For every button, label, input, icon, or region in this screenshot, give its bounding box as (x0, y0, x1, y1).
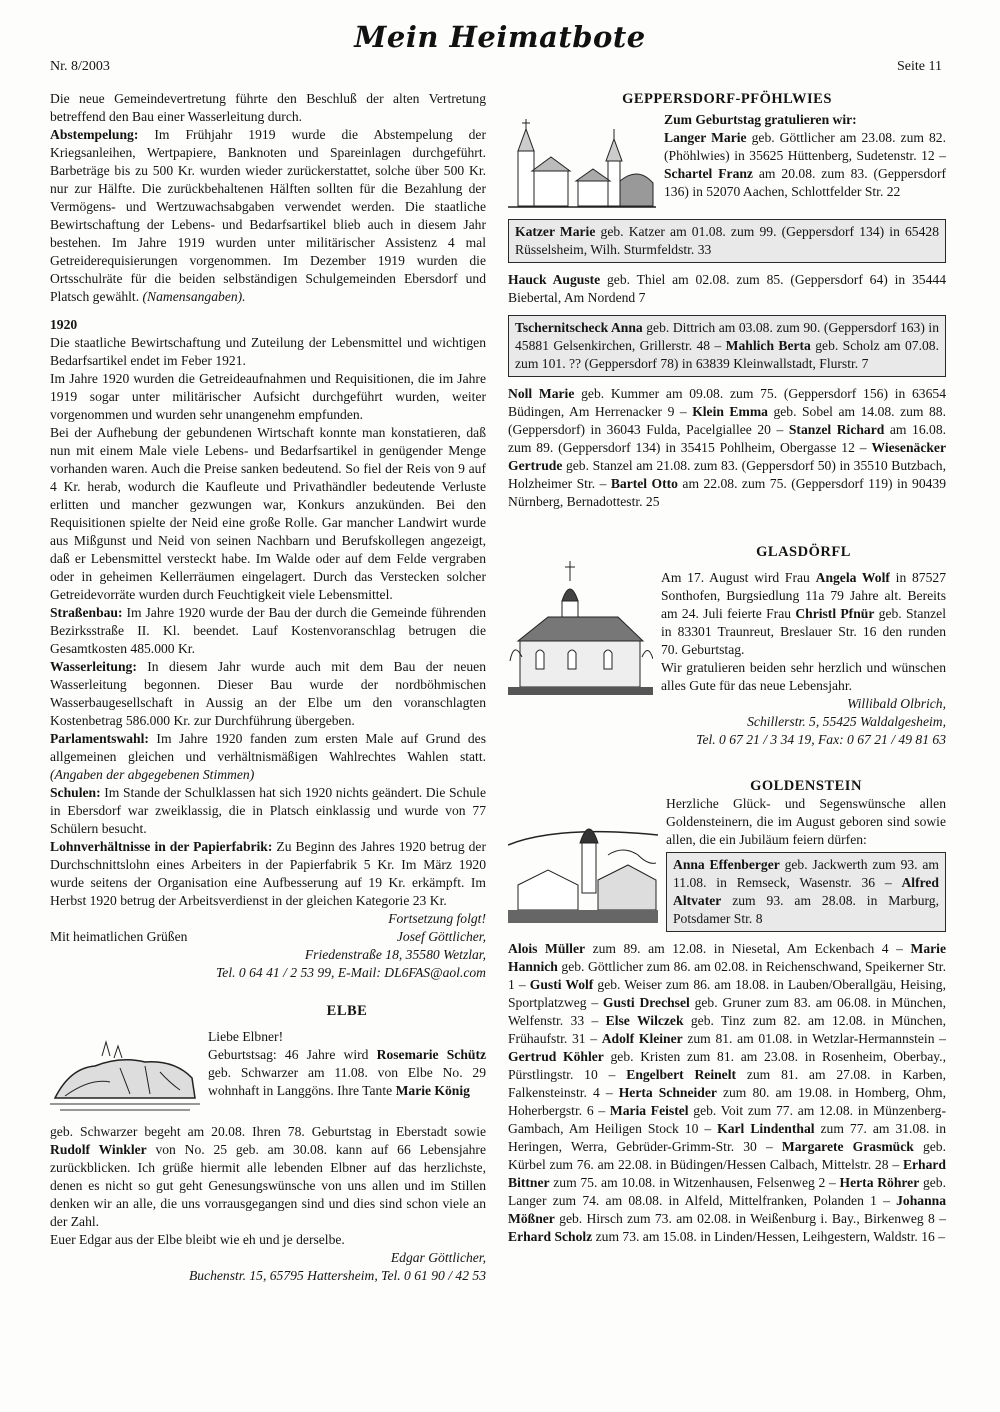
elbe-title: ELBE (326, 1003, 368, 1019)
church-village-illustration (508, 111, 656, 216)
text: geb. Langer zum 74. am 08.08. in Alfeld, Mittelfranken, Polanden 1 – (508, 1175, 946, 1208)
text: (Angaben der abgegebenen Stimmen) (50, 767, 255, 782)
goldenstein-birthday-list (508, 940, 946, 1246)
person-name: Gusti Wolf (529, 977, 594, 992)
person-name: Margarete Grasmück (781, 1139, 914, 1154)
text: geb. Thiel am 02.08. zum 85. (Geppersdorf 64) in 35444 Biebertal, Am Nordend 7 (508, 272, 946, 305)
text: Im Stande der Schulklassen hat sich 1920 nichts geändert. Die Schule in Ebersdorf war zweiklassig, die in Platsch einklassig und wurde von 77 Schülern besucht. (50, 785, 486, 836)
text: geb. Schwarzer am 11.08. von Elbe No. 29 wohnhaft in Langgöns. Ihre Tante (208, 1065, 486, 1098)
elbe-signature-address: Buchenstr. 15, 65795 Hattersheim, Tel. 0 61 90 / 42 53 (188, 1268, 486, 1283)
page-number: Seite 11 (897, 59, 942, 74)
town-illustration (508, 777, 658, 940)
person-name: Erhard Bittner (508, 1157, 946, 1190)
highlight-box (508, 315, 946, 377)
paragraph: Bei der Aufhebung der gebundenen Wirtschaft konnte man konstatieren, daß nun mit einem Male viele Lebens- und Bedarfsartikel in genügender Menge vorhanden waren. Auch die Preise sanken bedeutend. So fiel der Reis von 9 auf 4 Kr. herab, wodurch die Kaufleute und Privathändler bedeutende Verluste erlitten und mancher gezwungen war, Konkurs anzukünden. Bei den Requisitionen spielte der Neid eine große Rolle. Gar mancher Landwirt wurde aus Mißgunst und Neid von seinen Nachbarn und Berufskollegen angezeigt, daß er Lebensmittel versteckt habe. Im Walde oder auf dem Felde vergraben oder in geheimen Kellerräumen eingelagert. Durch das Verstecken solcher Getreidevorräte wurden durch Feuchtigkeit viele Lebensmittel. (50, 425, 486, 602)
goldenstein-intro: Herzliche Glück- und Segenswünsche allen Goldensteinern, die im August geboren sind sowie allen, die ein Jubiläum feiern dürfen: (666, 796, 946, 847)
text: zum 93. am 28.08. in Marburg, Potsdamer Str. 8 (673, 893, 939, 926)
person-name: Wiesenäcker Gertrude (508, 440, 946, 473)
glasdoerfl-signature-address: Schillerstr. 5, 55425 Waldalgesheim, (747, 714, 946, 729)
text: (Namensangaben). (142, 289, 246, 304)
elbe-signature-name: Edgar Göttlicher, (390, 1250, 486, 1265)
birthday-entry (508, 271, 946, 307)
right-column (508, 90, 946, 1246)
greeting: Mit heimatlichen Grüßen (50, 929, 188, 944)
text: Im Frühjahr 1919 wurde die Abstempelung der Kriegsanleihen, Wertpapiere, Banknoten und Spareinlagen durchgeführt. Barbeträge bis zu 500 Kr. wurden wieder zurückerstattet, solche über 500 Kr. nur zur Hälfte. Die zurückbehaltenen Hälften sollten für die Bezahlung der Vermögens- und Wertzuwachsabgaben verwendet werden. Die staatliche Bewirtschaftung der Lebens- und Bedarfsartikel blieb auch in diesem Jahr bestehen. Im Jahre 1919 wurden unter militärischer Assistenz 4 mal Getreiderequisierungen vorgenommen. Im Dezember 1919 wurden die Ortsschulräte für die beiden selbständigen Schulgemeinden Ebersdorf und Platsch gewählt. (50, 127, 486, 304)
continuation-note: Fortsetzung folgt! (388, 911, 486, 926)
birthday-list (508, 385, 946, 511)
person-name: Alois Müller (508, 941, 586, 956)
person-name: Rudolf Winkler (50, 1142, 147, 1157)
text: geb. Gruner zum 83. am 06.08. in München, Welfenstr. 33 – (508, 995, 946, 1028)
term: Parlamentswahl: (50, 731, 149, 746)
person-name: Bartel Otto (610, 476, 678, 491)
text: geb. Kummer am 09.08. zum 75. (Geppersdorf 156) in 63654 Büdingen, Am Herrenacker 9 – (508, 386, 946, 419)
text: geb. Schwarzer begeht am 20.08. Ihren 78. Geburtstag in Eberstadt sowie (50, 1124, 486, 1139)
glasdoerfl-paragraph (661, 569, 946, 659)
text: Geburtstsag: 46 Jahre wird (208, 1047, 377, 1062)
text: geb. Sobel am 14.08. zum 88. (Geppersdorf) in 36043 Fulda, Pacelgiallee 20 – (508, 404, 946, 437)
elbe-paragraph (50, 1123, 486, 1231)
person-name: Herta Röhrer (839, 1175, 920, 1190)
paragraph (50, 784, 486, 838)
text: geb. Kürbel zum 76. am 22.08. in Büdingen/Hessen Calbach, Mittelstr. 28 – (508, 1139, 946, 1172)
glasdoerfl-paragraph: Wir gratulieren beiden sehr herzlich und wünschen alles Gute für das neue Lebensjahr. (661, 660, 946, 693)
person-name: Stanzel Richard (788, 422, 885, 437)
glasdoerfl-signature-name: Willibald Olbrich, (847, 696, 946, 711)
person-name: Engelbert Reinelt (626, 1067, 737, 1082)
birthday-entry (664, 129, 946, 201)
text: geb. Göttlicher am 23.08. zum 82. (Phöhlwies) in 35625 Hüttenberg, Sudetenstr. 12 – (664, 130, 946, 163)
person-name: Schartel Franz (664, 166, 753, 181)
person-name: Herta Schneider (618, 1085, 717, 1100)
text: Im Jahre 1920 fanden zum ersten Male auf Grund des allgemeinen gleichen und verhältnismäßigen Wahlrechtes Wahlen statt. (50, 731, 486, 764)
term: Schulen: (50, 785, 101, 800)
person-name: Christl Pfnür (795, 606, 875, 621)
glasdoerfl-title: GLASDÖRFL (756, 544, 851, 560)
person-name: Gusti Drechsel (602, 995, 690, 1010)
signature-name: Josef Göttlicher, (396, 929, 486, 944)
issue-number: Nr. 8/2003 (50, 59, 110, 74)
text: zum 77. am 31.08. in Heringen, Werra, Gebrüder-Grimm-Str. 30 – (508, 1121, 946, 1154)
text: geb. Voit zum 77. am 12.08. in Münzenberg-Gambach, Am Heiligen Stock 10 – (508, 1103, 946, 1136)
glasdoerfl-section (508, 543, 946, 713)
text: zum 81. am 01.08. in Wetzlar-Hermannstein – (682, 1031, 946, 1046)
elbe-paragraph: Euer Edgar aus der Elbe bleibt wie eh und je derselbe. (50, 1232, 345, 1247)
person-name: Anna Effenberger (673, 857, 780, 872)
text: geb. Jackwerth zum 93. am 11.08. in Remseck, Wasenstr. 36 – (673, 857, 939, 890)
signature-address: Friedenstraße 18, 35580 Wetzlar, (304, 947, 486, 962)
text: zum 80. am 19.08. in Homberg, Ohm, Hoherbergstr. 6 – (508, 1085, 947, 1118)
term: Straßenbau: (50, 605, 123, 620)
person-name: Adolf Kleiner (601, 1031, 683, 1046)
paragraph (50, 838, 486, 910)
chapel-illustration (508, 543, 653, 713)
text: geb. Stanzel in 83301 Traunreut, Breslauer Str. 16 den runden 70. Geburtstag. (661, 606, 946, 657)
paragraph: Die staatliche Bewirtschaftung und Zuteilung der Lebensmittel und wichtigen Bedarfsartikel endet im Feber 1921. (50, 335, 486, 368)
highlight-box (666, 852, 946, 932)
goldenstein-section (508, 777, 946, 940)
text: geb. Göttlicher zum 86. am 02.08. in Reichenschwand, Speikerner Str. 1 – (508, 959, 946, 992)
paragraph: Die neue Gemeindevertretung führte den Beschluß der alten Vertretung betreffend den Bau einer Wasserleitung durch. (50, 91, 486, 124)
person-name: Maria Feistel (609, 1103, 689, 1118)
person-name: Else Wilczek (605, 1013, 684, 1028)
geppersdorf-title: GEPPERSDORF-PFÖHLWIES (622, 91, 832, 107)
person-name: Langer Marie (664, 130, 747, 145)
person-name: Marie König (395, 1083, 470, 1098)
person-name: Erhard Scholz (508, 1229, 593, 1244)
person-name: Gertrud Köhler (508, 1049, 604, 1064)
text: geb. Weiser zum 86. am 18.08. in Lauben/Oberallgäu, Heising, Sportplatzweg – (508, 977, 946, 1010)
elbe-greeting: Liebe Elbner! (208, 1029, 284, 1044)
person-name: Marie Hannich (508, 941, 946, 974)
person-name: Noll Marie (508, 386, 575, 401)
text: Am 17. August wird Frau (661, 570, 816, 585)
text: in 87527 Sonthofen, Burgsiedlung 11a 79 Jahre alt. Bereits am 24. Juli feierte Frau (661, 570, 946, 621)
elbe-paragraph (208, 1046, 486, 1100)
person-name: Katzer Marie (515, 224, 596, 239)
text: geb. Katzer am 01.08. zum 99. (Geppersdorf 134) in 65428 Rüsselsheim, Wilh. Sturmfeldstr. 33 (515, 224, 939, 257)
term: Lohnverhältnisse in der Papierfabrik: (50, 839, 273, 854)
text: geb. Tinz zum 82. am 12.08. in München, Frühaufstr. 31 – (508, 1013, 946, 1046)
text: Im Jahre 1920 wurde der Bau der durch die Gemeinde führenden Bezirksstraße II. Kl. beendet. Lauf Kostenvoranschlag betrugen die Gesamtkosten 485.000 Kr. (50, 605, 486, 656)
text: zum 81. am 27.08. in Karben, Falkensteinstr. 4 – (508, 1067, 947, 1100)
text: geb. Scholz am 07.08. zum 101. ?? (Geppersdorf 78) in 63839 Kleinwallstadt, Flurstr. 7 (515, 338, 939, 371)
left-column (50, 90, 486, 1285)
person-name: Hauck Auguste (508, 272, 601, 287)
person-name: Mahlich Berta (725, 338, 811, 353)
text: geb. Stanzel am 21.08. zum 83. (Geppersdorf 50) in 35510 Butzbach, Holzheimer Str. – (508, 458, 946, 491)
text: zum 89. am 12.08. in Niesetal, Am Eckenbach 4 – (585, 941, 911, 956)
person-name: Klein Emma (692, 404, 768, 419)
rock-illustration (50, 1002, 200, 1123)
person-name: Angela Wolf (815, 570, 890, 585)
text: am 22.08. zum 75. (Geppersdorf 119) in 90439 Nürnberg, Bernadottestr. 25 (508, 476, 947, 509)
text: Zu Beginn des Jahres 1920 betrug der Durchschnittslohn eines Arbeiters in der Papierfabrik 5 Kr. Im März 1920 wurde seitens der Organisation eine Aufbesserung auf 19 Kr. erkämpft. Im Herbst 1920 betrug der Arbeitsverdienst in der gleichen Kategorie 23 Kr. (50, 839, 486, 908)
paragraph (50, 730, 486, 784)
person-name: Karl Lindenthal (717, 1121, 815, 1136)
text: am 20.08. zum 83. (Geppersdorf 136) in 52070 Aachen, Schlottfelder Str. 22 (664, 166, 946, 199)
paragraph (50, 126, 486, 306)
text: In diesem Jahr wurde auch mit dem Bau der neuen Wasserleitung begonnen. Dieser Bau wurde der nordböhmischen Wasserbaugesellschaft in Aussig an der Elbe um den voranschlagten Kostenbetrag 586.000 Kr. zur Durchführung übergeben. (50, 659, 486, 728)
paragraph (50, 658, 486, 730)
person-name: Alfred Altvater (673, 875, 939, 908)
person-name: Johanna Mößner (508, 1193, 946, 1226)
text: geb. Hirsch zum 73. am 02.08. in Weißenburg i. Bay., Birkenweg 8 – (554, 1211, 946, 1226)
person-name: Tschernitscheck Anna (515, 320, 643, 335)
term: Abstempelung: (50, 127, 139, 142)
text: geb. Dittrich am 03.08. zum 90. (Geppersdorf 163) in 45881 Gelsenkirchen, Grillerstr. 48 – (515, 320, 940, 353)
highlight-box (508, 219, 946, 263)
year-heading: 1920 (50, 317, 78, 332)
term: Wasserleitung: (50, 659, 137, 674)
goldenstein-title: GOLDENSTEIN (750, 778, 862, 794)
person-name: Rosemarie Schütz (376, 1047, 487, 1062)
paragraph: Im Jahre 1920 wurden die Getreideaufnahmen und Requisitionen, die im Jahre 1919 sogar unter militärischer Aufsicht durchgeführt wurden, weiter vorgenommen und wurden sehr unangenehm empfunden. (50, 371, 486, 422)
elbe-section (50, 1002, 486, 1123)
paragraph (50, 604, 486, 658)
text: geb. Kristen zum 81. am 23.08. in Rosenheim, Oberbay., Pürstlingstr. 10 – (508, 1049, 946, 1082)
geppersdorf-intro: Zum Geburtstag gratulieren wir: (664, 112, 857, 127)
text: zum 75. am 10.08. in Witzenhausen, Felsenweg 2 – (549, 1175, 840, 1190)
text: zum 73. am 15.08. in Linden/Hessen, Leihgestern, Waldstr. 16 – (592, 1229, 946, 1244)
text: von No. 25 geb. am 30.08. kann auf 66 Lebensjahre zurückblicken. Ich grüße hiermit alle lebenden Elbner auf das herzlichste, denen es nicht so gut geht Genesungswünsche von uns allen und im Stillen denken wir an alle, die uns vorrausgegangen sind und dies sind schon viele an der Zahl. (50, 1142, 486, 1229)
glasdoerfl-signature-contact: Tel. 0 67 21 / 3 34 19, Fax: 0 67 21 / 49 81 63 (696, 732, 946, 747)
masthead-logo: Mein Heimatbote (354, 20, 646, 54)
signature-contact: Tel. 0 64 41 / 2 53 99, E-Mail: DL6FAS@aol.com (215, 965, 486, 980)
text: am 16.08. zum 89. (Geppersdorf 134) in 35415 Pohlheim, Obergasse 12 – (508, 422, 947, 455)
